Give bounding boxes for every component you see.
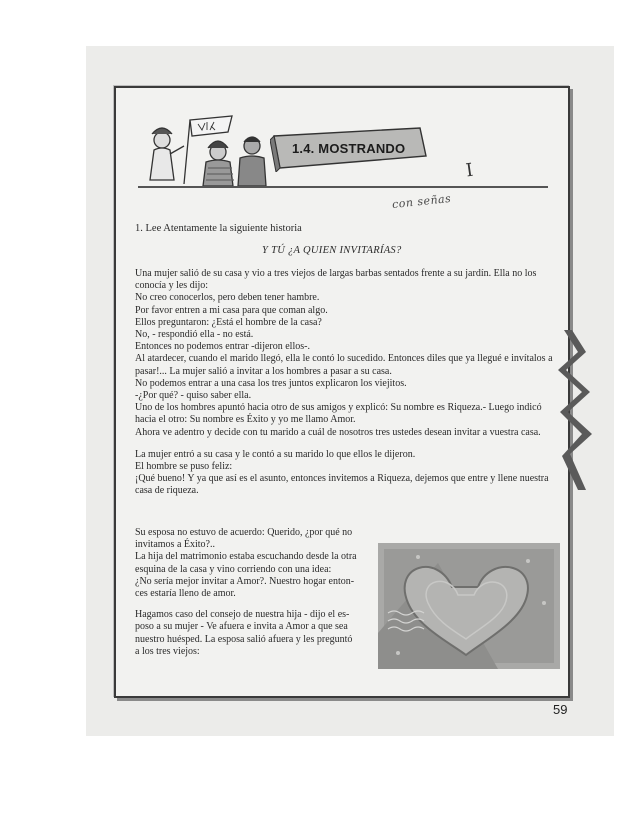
heart-postcard-image xyxy=(378,543,560,669)
story-line: a los tres viejos: xyxy=(135,645,200,657)
section-title: 1.4. MOSTRANDO xyxy=(292,141,406,156)
story-line: hacia el otro: Su nombre es Éxito y yo me llamo Amor. xyxy=(135,414,356,426)
handwritten-note: con señas xyxy=(391,191,452,212)
story-line: Uno de los hombres apuntó hacia otro de sus amigos y explicó: Su nombre es Riqueza.- Luego indicó xyxy=(135,402,542,414)
torn-edge-decoration xyxy=(556,330,596,490)
story-line: pasar!... La mujer salió a invitar a los hombres a pasar a su casa. xyxy=(135,365,392,377)
story-line: -¿Por qué? - quiso saber ella. xyxy=(135,390,252,402)
story-line: conocía y les dijo: xyxy=(135,280,209,292)
header-divider xyxy=(138,186,548,188)
story-line: Ahora ve adentro y decide con tu marido a cuál de nosotros tres ustedes desean invitar a vuestra casa. xyxy=(135,426,541,438)
story-line: La hija del matrimonio estaba escuchando desde la otra xyxy=(135,551,357,563)
story-line: Una mujer salió de su casa y vio a tres viejos de largas barbas sentados frente a su jardín. Ella no los xyxy=(135,268,537,279)
story-line: La mujer entró a su casa y le contó a su marido lo que ellos le dijeron. xyxy=(135,448,416,460)
story-line: Entonces no podemos entrar -dijeron ellos-. xyxy=(135,341,310,353)
instruction-text: 1. Lee Atentamente la siguiente historia xyxy=(135,223,302,234)
story-line: Hagamos caso del consejo de nuestra hija - dijo el es- xyxy=(135,609,350,621)
page-number: 59 xyxy=(553,702,568,717)
story-line: ces estaría lleno de amor. xyxy=(135,588,236,600)
story-line: No, - respondió ella - no está. xyxy=(135,329,254,341)
story-line: ¡Qué bueno! Y ya que así es el asunto, entonces invitemos a Riqueza, dejemos que entre y llene nuestra xyxy=(135,473,549,485)
story-line: Su esposa no estuvo de acuerdo: Querido, ¿por qué no xyxy=(135,527,353,538)
story-line: nuestro huésped. La esposa salió afuera y les preguntó xyxy=(135,633,353,645)
story-line: Por favor entren a mi casa para que coman algo. xyxy=(135,304,328,316)
story-line: No podemos entrar a una casa los tres juntos explicaron los viejitos. xyxy=(135,377,407,389)
children-with-flag-illustration xyxy=(140,112,276,190)
story-body-continued xyxy=(135,527,371,658)
story-line: esquina de la casa y vino corriendo con una idea: xyxy=(135,563,332,575)
story-line: ¿No sería mejor invitar a Amor?. Nuestro hogar enton- xyxy=(135,575,355,587)
handwritten-mark: I xyxy=(464,159,475,182)
story-line: El hombre se puso feliz: xyxy=(135,461,233,473)
story-line: poso a su mujer - Ve afuera e invita a Amor a que sea xyxy=(135,621,348,633)
story-line: invitamos a Éxito?.. xyxy=(135,539,215,551)
story-line: Ellos preguntaron: ¿Está el hombre de la casa? xyxy=(135,316,322,328)
story-line: casa de riqueza. xyxy=(135,485,199,497)
story-body xyxy=(135,268,553,498)
story-line: Al atardecer, cuando el marido llegó, ella le contó lo sucedido. Entonces diles que ya llegué e invítalos a xyxy=(135,353,553,365)
story-title: Y TÚ ¿A QUIEN INVITARÍAS? xyxy=(262,245,402,256)
story-line: No creo conocerlos, pero deben tener hambre. xyxy=(135,292,320,304)
